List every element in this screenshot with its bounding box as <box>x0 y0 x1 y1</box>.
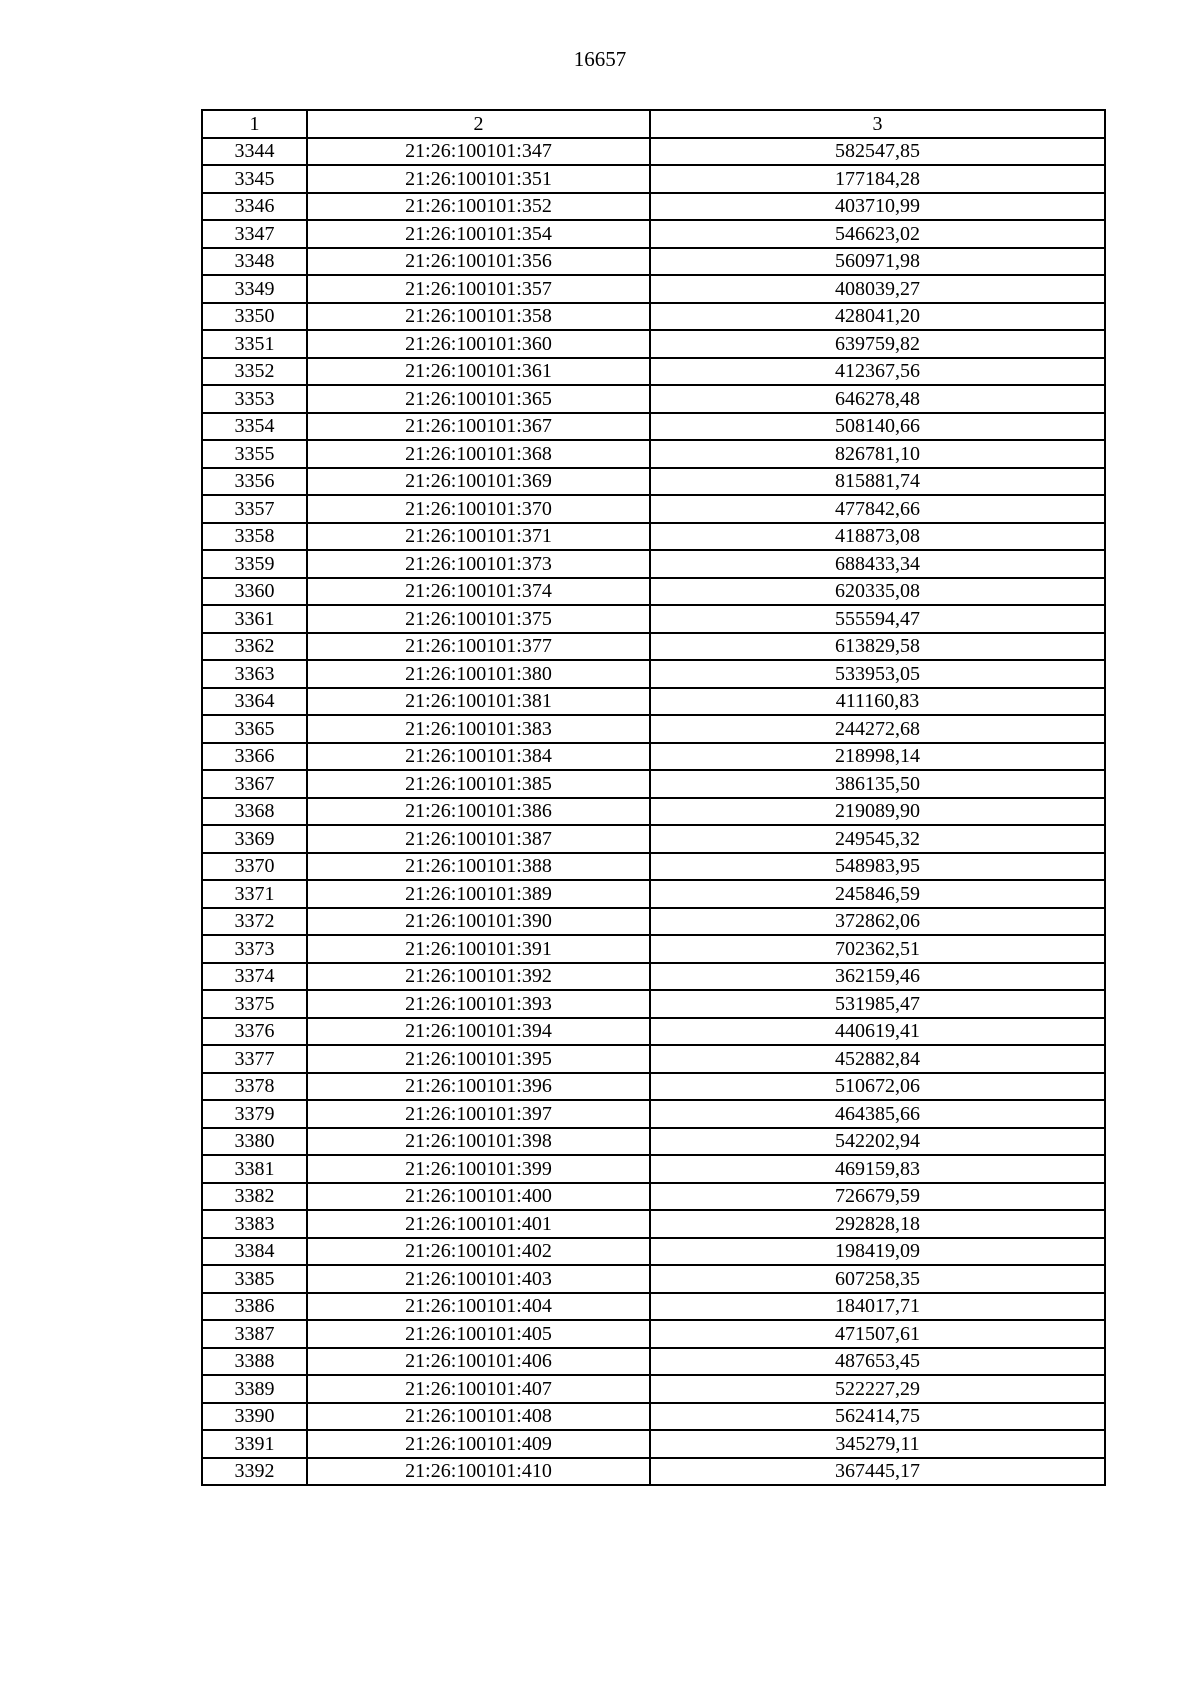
cadastral-number-cell: 21:26:100101:390 <box>307 908 650 936</box>
value-cell: 826781,10 <box>650 440 1105 468</box>
cadastral-number-cell: 21:26:100101:387 <box>307 825 650 853</box>
value-cell: 487653,45 <box>650 1348 1105 1376</box>
table-row <box>202 413 1105 441</box>
table-row <box>202 605 1105 633</box>
cadastral-number-cell: 21:26:100101:395 <box>307 1045 650 1073</box>
table-row <box>202 880 1105 908</box>
table-row <box>202 1183 1105 1211</box>
row-number-cell: 3380 <box>202 1128 307 1156</box>
row-number-cell: 3378 <box>202 1073 307 1101</box>
row-number-cell: 3388 <box>202 1348 307 1376</box>
table-row <box>202 1045 1105 1073</box>
cadastral-number-cell: 21:26:100101:356 <box>307 248 650 276</box>
table-row <box>202 1018 1105 1046</box>
header-row <box>202 110 1105 138</box>
cadastral-number-cell: 21:26:100101:383 <box>307 715 650 743</box>
table-row <box>202 468 1105 496</box>
row-number-cell: 3368 <box>202 798 307 826</box>
cadastral-number-cell: 21:26:100101:406 <box>307 1348 650 1376</box>
cadastral-number-cell: 21:26:100101:388 <box>307 853 650 881</box>
table-row <box>202 1430 1105 1458</box>
row-number-cell: 3376 <box>202 1018 307 1046</box>
value-cell: 469159,83 <box>650 1155 1105 1183</box>
cadastral-number-cell: 21:26:100101:394 <box>307 1018 650 1046</box>
row-number-cell: 3362 <box>202 633 307 661</box>
table-row <box>202 330 1105 358</box>
cadastral-number-cell: 21:26:100101:397 <box>307 1100 650 1128</box>
row-number-cell: 3390 <box>202 1403 307 1431</box>
row-number-cell: 3384 <box>202 1238 307 1266</box>
table-row <box>202 1375 1105 1403</box>
data-table <box>201 109 1106 1486</box>
cadastral-number-cell: 21:26:100101:389 <box>307 880 650 908</box>
row-number-cell: 3364 <box>202 688 307 716</box>
value-cell: 688433,34 <box>650 550 1105 578</box>
cadastral-number-cell: 21:26:100101:405 <box>307 1320 650 1348</box>
table-row <box>202 1293 1105 1321</box>
table-row <box>202 1100 1105 1128</box>
row-number-cell: 3353 <box>202 385 307 413</box>
value-cell: 471507,61 <box>650 1320 1105 1348</box>
row-number-cell: 3372 <box>202 908 307 936</box>
row-number-cell: 3352 <box>202 358 307 386</box>
table-row <box>202 990 1105 1018</box>
cadastral-number-cell: 21:26:100101:399 <box>307 1155 650 1183</box>
table-row <box>202 1348 1105 1376</box>
table-row <box>202 1320 1105 1348</box>
value-cell: 542202,94 <box>650 1128 1105 1156</box>
value-cell: 403710,99 <box>650 193 1105 221</box>
row-number-cell: 3389 <box>202 1375 307 1403</box>
value-cell: 218998,14 <box>650 743 1105 771</box>
column-header-2: 2 <box>307 110 650 138</box>
cadastral-number-cell: 21:26:100101:367 <box>307 413 650 441</box>
table-row <box>202 495 1105 523</box>
value-cell: 510672,06 <box>650 1073 1105 1101</box>
table-row <box>202 523 1105 551</box>
value-cell: 184017,71 <box>650 1293 1105 1321</box>
value-cell: 531985,47 <box>650 990 1105 1018</box>
value-cell: 367445,17 <box>650 1458 1105 1486</box>
column-header-1: 1 <box>202 110 307 138</box>
value-cell: 562414,75 <box>650 1403 1105 1431</box>
value-cell: 386135,50 <box>650 770 1105 798</box>
cadastral-number-cell: 21:26:100101:354 <box>307 220 650 248</box>
value-cell: 249545,32 <box>650 825 1105 853</box>
cadastral-number-cell: 21:26:100101:370 <box>307 495 650 523</box>
value-cell: 639759,82 <box>650 330 1105 358</box>
row-number-cell: 3347 <box>202 220 307 248</box>
table-row <box>202 1073 1105 1101</box>
value-cell: 815881,74 <box>650 468 1105 496</box>
cadastral-number-cell: 21:26:100101:410 <box>307 1458 650 1486</box>
cadastral-number-cell: 21:26:100101:392 <box>307 963 650 991</box>
cadastral-number-cell: 21:26:100101:373 <box>307 550 650 578</box>
table-row <box>202 1128 1105 1156</box>
value-cell: 548983,95 <box>650 853 1105 881</box>
cadastral-number-cell: 21:26:100101:371 <box>307 523 650 551</box>
cadastral-number-cell: 21:26:100101:374 <box>307 578 650 606</box>
table-row <box>202 1265 1105 1293</box>
row-number-cell: 3392 <box>202 1458 307 1486</box>
cadastral-number-cell: 21:26:100101:361 <box>307 358 650 386</box>
row-number-cell: 3356 <box>202 468 307 496</box>
table-row <box>202 743 1105 771</box>
cadastral-number-cell: 21:26:100101:360 <box>307 330 650 358</box>
row-number-cell: 3373 <box>202 935 307 963</box>
row-number-cell: 3365 <box>202 715 307 743</box>
row-number-cell: 3391 <box>202 1430 307 1458</box>
value-cell: 428041,20 <box>650 303 1105 331</box>
cadastral-number-cell: 21:26:100101:377 <box>307 633 650 661</box>
value-cell: 245846,59 <box>650 880 1105 908</box>
cadastral-number-cell: 21:26:100101:368 <box>307 440 650 468</box>
table-row <box>202 660 1105 688</box>
cadastral-number-cell: 21:26:100101:409 <box>307 1430 650 1458</box>
value-cell: 440619,41 <box>650 1018 1105 1046</box>
value-cell: 345279,11 <box>650 1430 1105 1458</box>
value-cell: 177184,28 <box>650 165 1105 193</box>
row-number-cell: 3374 <box>202 963 307 991</box>
row-number-cell: 3367 <box>202 770 307 798</box>
row-number-cell: 3358 <box>202 523 307 551</box>
row-number-cell: 3387 <box>202 1320 307 1348</box>
column-header-3: 3 <box>650 110 1105 138</box>
row-number-cell: 3359 <box>202 550 307 578</box>
cadastral-number-cell: 21:26:100101:380 <box>307 660 650 688</box>
table-row <box>202 578 1105 606</box>
table-row <box>202 275 1105 303</box>
value-cell: 646278,48 <box>650 385 1105 413</box>
value-cell: 411160,83 <box>650 688 1105 716</box>
cadastral-number-cell: 21:26:100101:400 <box>307 1183 650 1211</box>
table-row <box>202 1155 1105 1183</box>
row-number-cell: 3371 <box>202 880 307 908</box>
table-row <box>202 550 1105 578</box>
table-row <box>202 1210 1105 1238</box>
table-row <box>202 385 1105 413</box>
row-number-cell: 3354 <box>202 413 307 441</box>
row-number-cell: 3369 <box>202 825 307 853</box>
value-cell: 522227,29 <box>650 1375 1105 1403</box>
value-cell: 292828,18 <box>650 1210 1105 1238</box>
row-number-cell: 3345 <box>202 165 307 193</box>
row-number-cell: 3350 <box>202 303 307 331</box>
row-number-cell: 3382 <box>202 1183 307 1211</box>
cadastral-number-cell: 21:26:100101:385 <box>307 770 650 798</box>
row-number-cell: 3370 <box>202 853 307 881</box>
cadastral-number-cell: 21:26:100101:347 <box>307 138 650 166</box>
cadastral-number-cell: 21:26:100101:401 <box>307 1210 650 1238</box>
table-row <box>202 248 1105 276</box>
value-cell: 508140,66 <box>650 413 1105 441</box>
row-number-cell: 3377 <box>202 1045 307 1073</box>
value-cell: 408039,27 <box>650 275 1105 303</box>
row-number-cell: 3383 <box>202 1210 307 1238</box>
table-row <box>202 1238 1105 1266</box>
table-row <box>202 1458 1105 1486</box>
table-row <box>202 138 1105 166</box>
cadastral-number-cell: 21:26:100101:375 <box>307 605 650 633</box>
cadastral-number-cell: 21:26:100101:398 <box>307 1128 650 1156</box>
cadastral-number-cell: 21:26:100101:351 <box>307 165 650 193</box>
cadastral-number-cell: 21:26:100101:386 <box>307 798 650 826</box>
value-cell: 620335,08 <box>650 578 1105 606</box>
row-number-cell: 3366 <box>202 743 307 771</box>
value-cell: 560971,98 <box>650 248 1105 276</box>
value-cell: 546623,02 <box>650 220 1105 248</box>
cadastral-number-cell: 21:26:100101:357 <box>307 275 650 303</box>
row-number-cell: 3355 <box>202 440 307 468</box>
row-number-cell: 3346 <box>202 193 307 221</box>
table-row <box>202 193 1105 221</box>
table-row <box>202 825 1105 853</box>
row-number-cell: 3348 <box>202 248 307 276</box>
cadastral-number-cell: 21:26:100101:404 <box>307 1293 650 1321</box>
cadastral-number-cell: 21:26:100101:365 <box>307 385 650 413</box>
row-number-cell: 3360 <box>202 578 307 606</box>
table-row <box>202 633 1105 661</box>
value-cell: 582547,85 <box>650 138 1105 166</box>
table-row <box>202 770 1105 798</box>
cadastral-number-cell: 21:26:100101:403 <box>307 1265 650 1293</box>
cadastral-number-cell: 21:26:100101:393 <box>307 990 650 1018</box>
table-row <box>202 165 1105 193</box>
row-number-cell: 3344 <box>202 138 307 166</box>
row-number-cell: 3357 <box>202 495 307 523</box>
table-row <box>202 358 1105 386</box>
table-row <box>202 715 1105 743</box>
value-cell: 418873,08 <box>650 523 1105 551</box>
row-number-cell: 3386 <box>202 1293 307 1321</box>
cadastral-number-cell: 21:26:100101:381 <box>307 688 650 716</box>
table-row <box>202 798 1105 826</box>
cadastral-number-cell: 21:26:100101:402 <box>307 1238 650 1266</box>
value-cell: 412367,56 <box>650 358 1105 386</box>
value-cell: 452882,84 <box>650 1045 1105 1073</box>
table-row <box>202 963 1105 991</box>
cadastral-number-cell: 21:26:100101:352 <box>307 193 650 221</box>
table-row <box>202 688 1105 716</box>
table-row <box>202 220 1105 248</box>
table-row <box>202 303 1105 331</box>
cadastral-number-cell: 21:26:100101:358 <box>307 303 650 331</box>
value-cell: 244272,68 <box>650 715 1105 743</box>
value-cell: 372862,06 <box>650 908 1105 936</box>
cadastral-number-cell: 21:26:100101:396 <box>307 1073 650 1101</box>
cadastral-number-cell: 21:26:100101:408 <box>307 1403 650 1431</box>
value-cell: 533953,05 <box>650 660 1105 688</box>
value-cell: 362159,46 <box>650 963 1105 991</box>
cadastral-number-cell: 21:26:100101:391 <box>307 935 650 963</box>
value-cell: 464385,66 <box>650 1100 1105 1128</box>
table-row <box>202 853 1105 881</box>
row-number-cell: 3381 <box>202 1155 307 1183</box>
row-number-cell: 3385 <box>202 1265 307 1293</box>
table-row <box>202 440 1105 468</box>
row-number-cell: 3361 <box>202 605 307 633</box>
table-body <box>202 138 1105 1486</box>
row-number-cell: 3351 <box>202 330 307 358</box>
table-row <box>202 935 1105 963</box>
value-cell: 198419,09 <box>650 1238 1105 1266</box>
row-number-cell: 3349 <box>202 275 307 303</box>
page-number: 16657 <box>573 47 627 71</box>
cadastral-number-cell: 21:26:100101:384 <box>307 743 650 771</box>
value-cell: 477842,66 <box>650 495 1105 523</box>
value-cell: 555594,47 <box>650 605 1105 633</box>
row-number-cell: 3363 <box>202 660 307 688</box>
value-cell: 726679,59 <box>650 1183 1105 1211</box>
row-number-cell: 3375 <box>202 990 307 1018</box>
table-header <box>202 110 1105 138</box>
value-cell: 613829,58 <box>650 633 1105 661</box>
value-cell: 219089,90 <box>650 798 1105 826</box>
cadastral-number-cell: 21:26:100101:407 <box>307 1375 650 1403</box>
table-row <box>202 908 1105 936</box>
row-number-cell: 3379 <box>202 1100 307 1128</box>
value-cell: 702362,51 <box>650 935 1105 963</box>
value-cell: 607258,35 <box>650 1265 1105 1293</box>
cadastral-number-cell: 21:26:100101:369 <box>307 468 650 496</box>
table-row <box>202 1403 1105 1431</box>
